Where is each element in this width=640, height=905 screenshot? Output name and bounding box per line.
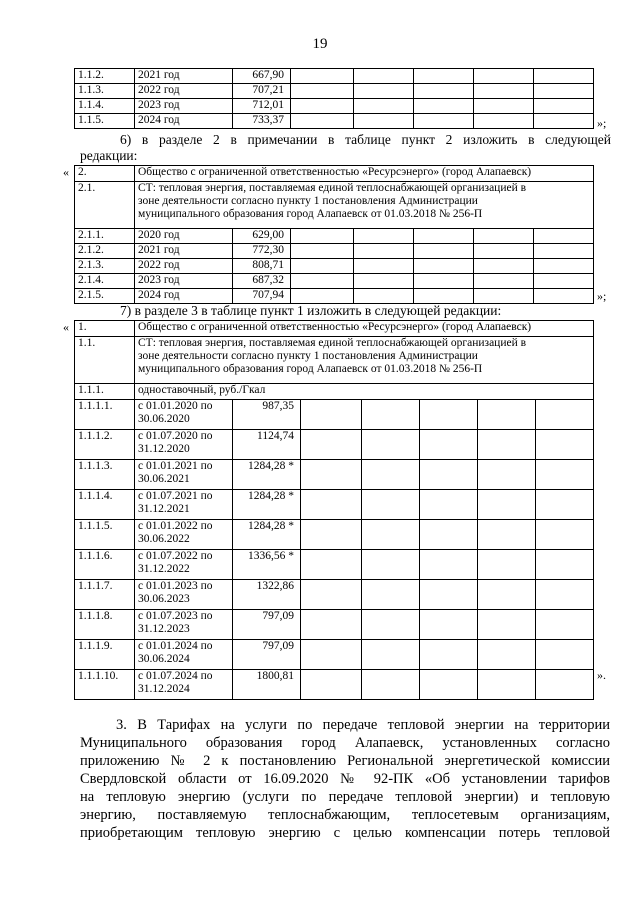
empty-cell bbox=[474, 84, 534, 99]
empty-cell bbox=[354, 84, 414, 99]
empty-cell bbox=[474, 244, 534, 259]
empty-cell bbox=[301, 490, 362, 520]
empty-cell bbox=[478, 550, 536, 580]
empty-cell bbox=[354, 99, 414, 114]
section-3-line-6: энергию, поставляемую теплоснабжающим, теплосетевым организациям, bbox=[80, 807, 610, 823]
table3-sub-line-1: СТ: тепловая энергия, поставляемая единой теплоснабжающей организацией в bbox=[138, 337, 527, 349]
empty-cell bbox=[478, 460, 536, 490]
table-row bbox=[75, 550, 594, 580]
empty-cell bbox=[474, 114, 534, 129]
period-start: с 01.01.2021 по bbox=[138, 460, 213, 472]
period-end: 31.12.2023 bbox=[138, 623, 190, 635]
empty-cell bbox=[420, 490, 478, 520]
tariff-table-3 bbox=[74, 320, 594, 700]
empty-cell bbox=[534, 289, 594, 304]
period-start: с 01.07.2021 по bbox=[138, 490, 213, 502]
empty-cell bbox=[301, 610, 362, 640]
period-start: с 01.07.2023 по bbox=[138, 610, 213, 622]
table3-header-row bbox=[75, 321, 594, 337]
empty-cell bbox=[474, 259, 534, 274]
table2-sub-line-1: СТ: тепловая энергия, поставляемая единой теплоснабжающей организацией в bbox=[138, 182, 527, 194]
period-start: с 01.07.2020 по bbox=[138, 430, 213, 442]
empty-cell bbox=[420, 670, 478, 700]
empty-cell bbox=[474, 99, 534, 114]
table2-header-num: 2. bbox=[75, 166, 135, 182]
empty-cell bbox=[301, 460, 362, 490]
period-end: 31.12.2021 bbox=[138, 503, 190, 515]
table3-close-mark: ». bbox=[597, 668, 606, 682]
empty-cell bbox=[301, 400, 362, 430]
empty-cell bbox=[420, 550, 478, 580]
empty-cell bbox=[362, 490, 420, 520]
empty-cell bbox=[301, 670, 362, 700]
table3-sub2-text: одноставочный, руб./Гкал bbox=[135, 384, 594, 400]
period-end: 30.06.2020 bbox=[138, 413, 190, 425]
empty-cell bbox=[414, 244, 474, 259]
empty-cell bbox=[291, 289, 354, 304]
period-start: с 01.07.2024 по bbox=[138, 670, 213, 682]
tariff-value-cell: 797,09 bbox=[233, 640, 301, 670]
empty-cell bbox=[536, 670, 594, 700]
row-number-cell: 1.1.2. bbox=[75, 69, 135, 84]
empty-cell bbox=[301, 580, 362, 610]
period-cell bbox=[135, 640, 233, 670]
empty-cell bbox=[536, 460, 594, 490]
empty-cell bbox=[478, 430, 536, 460]
section-3-line-1: 3. В Тарифах на услуги по передаче тепловой энергии на территории bbox=[116, 717, 610, 733]
empty-cell bbox=[536, 640, 594, 670]
empty-cell bbox=[536, 430, 594, 460]
empty-cell bbox=[474, 289, 534, 304]
empty-cell bbox=[291, 69, 354, 84]
row-number-cell: 1.1.1.6. bbox=[75, 550, 135, 580]
empty-cell bbox=[362, 580, 420, 610]
tariff-value-cell: 1800,81 bbox=[233, 670, 301, 700]
period-cell: 2022 год bbox=[135, 259, 233, 274]
table2-header-row bbox=[75, 166, 594, 182]
table-row bbox=[75, 114, 594, 129]
period-end: 30.06.2024 bbox=[138, 653, 190, 665]
tariff-table-2 bbox=[74, 165, 594, 304]
empty-cell bbox=[414, 69, 474, 84]
table2-subheader-row bbox=[75, 182, 594, 229]
empty-cell bbox=[414, 84, 474, 99]
tariff-value-cell: 797,09 bbox=[233, 610, 301, 640]
period-cell: 2022 год bbox=[135, 84, 233, 99]
empty-cell bbox=[362, 610, 420, 640]
period-end: 31.12.2024 bbox=[138, 683, 190, 695]
period-cell: 2021 год bbox=[135, 69, 233, 84]
empty-cell bbox=[536, 580, 594, 610]
period-cell: 2024 год bbox=[135, 289, 233, 304]
table-row bbox=[75, 610, 594, 640]
table3-sub2-num: 1.1.1. bbox=[75, 384, 135, 400]
empty-cell bbox=[420, 400, 478, 430]
table2-sub-line-3: муниципального образования город Алапаевск от 01.03.2018 № 256-П bbox=[138, 208, 483, 220]
table-row bbox=[75, 580, 594, 610]
empty-cell bbox=[420, 580, 478, 610]
tariff-value-cell: 712,01 bbox=[233, 99, 291, 114]
table-row bbox=[75, 460, 594, 490]
tariff-value-cell: 733,37 bbox=[233, 114, 291, 129]
table-row bbox=[75, 229, 594, 244]
empty-cell bbox=[354, 69, 414, 84]
empty-cell bbox=[420, 520, 478, 550]
empty-cell bbox=[354, 274, 414, 289]
empty-cell bbox=[534, 244, 594, 259]
period-end: 30.06.2023 bbox=[138, 593, 190, 605]
period-cell: 2020 год bbox=[135, 229, 233, 244]
table-row bbox=[75, 84, 594, 99]
tariff-value-cell: 1284,28 * bbox=[233, 520, 301, 550]
row-number-cell: 1.1.1.9. bbox=[75, 640, 135, 670]
table-row bbox=[75, 259, 594, 274]
table3-sub-text bbox=[135, 337, 594, 384]
table2-open-mark: « bbox=[63, 165, 69, 179]
row-number-cell: 1.1.1.10. bbox=[75, 670, 135, 700]
table-row bbox=[75, 430, 594, 460]
period-start: с 01.07.2022 по bbox=[138, 550, 213, 562]
section-3-line-7: приобретающим тепловую энергию с целью компенсации потерь тепловой bbox=[80, 825, 610, 841]
period-end: 31.12.2020 bbox=[138, 443, 190, 455]
row-number-cell: 1.1.4. bbox=[75, 99, 135, 114]
empty-cell bbox=[534, 229, 594, 244]
tariff-value-cell: 1284,28 * bbox=[233, 460, 301, 490]
page-number: 19 bbox=[312, 36, 328, 52]
row-number-cell: 1.1.1.7. bbox=[75, 580, 135, 610]
table-row bbox=[75, 289, 594, 304]
empty-cell bbox=[354, 289, 414, 304]
table-row bbox=[75, 400, 594, 430]
empty-cell bbox=[362, 430, 420, 460]
table-row bbox=[75, 274, 594, 289]
empty-cell bbox=[420, 640, 478, 670]
period-start: с 01.01.2023 по bbox=[138, 580, 213, 592]
table2-sub-line-2: зоне деятельности согласно пункту 1 постановления Администрации bbox=[138, 195, 478, 207]
period-cell bbox=[135, 670, 233, 700]
tariff-value-cell: 707,21 bbox=[233, 84, 291, 99]
empty-cell bbox=[354, 114, 414, 129]
table2-close-mark: »; bbox=[597, 289, 607, 303]
table3-header-text: Общество с ограниченной ответственностью «Ресурсэнерго» (город Алапаевск) bbox=[135, 321, 594, 337]
table3-open-mark: « bbox=[63, 320, 69, 334]
section-3-paragraph bbox=[80, 716, 610, 842]
row-number-cell: 2.1.3. bbox=[75, 259, 135, 274]
row-number-cell: 1.1.1.8. bbox=[75, 610, 135, 640]
table-row bbox=[75, 244, 594, 259]
row-number-cell: 2.1.2. bbox=[75, 244, 135, 259]
empty-cell bbox=[362, 550, 420, 580]
period-start: с 01.01.2024 по bbox=[138, 640, 213, 652]
period-cell bbox=[135, 550, 233, 580]
period-cell bbox=[135, 400, 233, 430]
period-cell bbox=[135, 460, 233, 490]
period-cell bbox=[135, 610, 233, 640]
empty-cell bbox=[362, 670, 420, 700]
empty-cell bbox=[474, 274, 534, 289]
empty-cell bbox=[414, 229, 474, 244]
empty-cell bbox=[291, 244, 354, 259]
period-cell bbox=[135, 490, 233, 520]
empty-cell bbox=[291, 84, 354, 99]
empty-cell bbox=[534, 274, 594, 289]
empty-cell bbox=[536, 400, 594, 430]
period-cell bbox=[135, 580, 233, 610]
empty-cell bbox=[420, 610, 478, 640]
empty-cell bbox=[478, 580, 536, 610]
empty-cell bbox=[534, 84, 594, 99]
empty-cell bbox=[478, 670, 536, 700]
table-row bbox=[75, 490, 594, 520]
period-start: с 01.01.2022 по bbox=[138, 520, 213, 532]
paragraph-7-line-1: 7) в разделе 3 в таблице пункт 1 изложить в следующей редакции: bbox=[120, 303, 502, 318]
empty-cell bbox=[362, 460, 420, 490]
empty-cell bbox=[536, 490, 594, 520]
empty-cell bbox=[301, 640, 362, 670]
row-number-cell: 1.1.3. bbox=[75, 84, 135, 99]
empty-cell bbox=[474, 69, 534, 84]
empty-cell bbox=[414, 274, 474, 289]
empty-cell bbox=[414, 114, 474, 129]
tariff-value-cell: 808,71 bbox=[233, 259, 291, 274]
row-number-cell: 1.1.1.3. bbox=[75, 460, 135, 490]
row-number-cell: 1.1.1.1. bbox=[75, 400, 135, 430]
tariff-value-cell: 1336,56 * bbox=[233, 550, 301, 580]
empty-cell bbox=[534, 259, 594, 274]
table3-sub-num: 1.1. bbox=[75, 337, 135, 384]
empty-cell bbox=[474, 229, 534, 244]
empty-cell bbox=[414, 259, 474, 274]
empty-cell bbox=[301, 550, 362, 580]
period-end: 30.06.2022 bbox=[138, 533, 190, 545]
empty-cell bbox=[362, 640, 420, 670]
empty-cell bbox=[301, 430, 362, 460]
section-3-line-4: Свердловской области от 16.09.2020 № 92-ПК «Об установлении тарифов bbox=[80, 771, 610, 787]
empty-cell bbox=[362, 400, 420, 430]
section-3-line-3: приложению № 2 к постановлению Региональной энергетической комиссии bbox=[80, 753, 610, 769]
tariff-value-cell: 629,00 bbox=[233, 229, 291, 244]
empty-cell bbox=[291, 99, 354, 114]
empty-cell bbox=[414, 289, 474, 304]
table-row bbox=[75, 640, 594, 670]
table-row bbox=[75, 69, 594, 84]
empty-cell bbox=[420, 460, 478, 490]
empty-cell bbox=[354, 259, 414, 274]
section-3-line-2: Муниципального образования город Алапаевск, установленных согласно bbox=[80, 735, 610, 751]
row-number-cell: 1.1.1.2. bbox=[75, 430, 135, 460]
table2-sub-num: 2.1. bbox=[75, 182, 135, 229]
table1-close-mark: »; bbox=[597, 116, 607, 130]
empty-cell bbox=[291, 259, 354, 274]
empty-cell bbox=[536, 610, 594, 640]
table-row bbox=[75, 99, 594, 114]
period-start: с 01.01.2020 по bbox=[138, 400, 213, 412]
table3-sub2-row bbox=[75, 384, 594, 400]
empty-cell bbox=[478, 640, 536, 670]
period-cell: 2024 год bbox=[135, 114, 233, 129]
tariff-table-1 bbox=[74, 68, 594, 129]
empty-cell bbox=[354, 229, 414, 244]
period-cell: 2023 год bbox=[135, 99, 233, 114]
empty-cell bbox=[354, 244, 414, 259]
table2-sub-text bbox=[135, 182, 594, 229]
empty-cell bbox=[534, 99, 594, 114]
row-number-cell: 2.1.5. bbox=[75, 289, 135, 304]
empty-cell bbox=[291, 229, 354, 244]
row-number-cell: 1.1.1.5. bbox=[75, 520, 135, 550]
empty-cell bbox=[291, 114, 354, 129]
tariff-value-cell: 1322,86 bbox=[233, 580, 301, 610]
empty-cell bbox=[420, 430, 478, 460]
row-number-cell: 2.1.1. bbox=[75, 229, 135, 244]
tariff-value-cell: 1124,74 bbox=[233, 430, 301, 460]
empty-cell bbox=[478, 400, 536, 430]
empty-cell bbox=[301, 520, 362, 550]
table3-sub-line-3: муниципального образования город Алапаевск от 01.03.2018 № 256-П bbox=[138, 363, 483, 375]
period-cell bbox=[135, 430, 233, 460]
tariff-value-cell: 772,30 bbox=[233, 244, 291, 259]
row-number-cell: 1.1.5. bbox=[75, 114, 135, 129]
period-cell: 2023 год bbox=[135, 274, 233, 289]
empty-cell bbox=[362, 520, 420, 550]
row-number-cell: 2.1.4. bbox=[75, 274, 135, 289]
period-end: 30.06.2021 bbox=[138, 473, 190, 485]
tariff-value-cell: 1284,28 * bbox=[233, 490, 301, 520]
tariff-value-cell: 667,90 bbox=[233, 69, 291, 84]
paragraph-6-line-1: 6) в разделе 2 в примечании в таблице пункт 2 изложить в следующей bbox=[120, 132, 611, 147]
empty-cell bbox=[478, 520, 536, 550]
table3-header-num: 1. bbox=[75, 321, 135, 337]
empty-cell bbox=[534, 114, 594, 129]
empty-cell bbox=[536, 550, 594, 580]
tariff-value-cell: 687,32 bbox=[233, 274, 291, 289]
table3-subheader-row bbox=[75, 337, 594, 384]
tariff-value-cell: 707,94 bbox=[233, 289, 291, 304]
empty-cell bbox=[536, 520, 594, 550]
empty-cell bbox=[291, 274, 354, 289]
period-end: 31.12.2022 bbox=[138, 563, 190, 575]
table2-header-text: Общество с ограниченной ответственностью «Ресурсэнерго» (город Алапаевск) bbox=[135, 166, 594, 182]
empty-cell bbox=[414, 99, 474, 114]
period-cell: 2021 год bbox=[135, 244, 233, 259]
period-cell bbox=[135, 520, 233, 550]
empty-cell bbox=[534, 69, 594, 84]
row-number-cell: 1.1.1.4. bbox=[75, 490, 135, 520]
table3-sub-line-2: зоне деятельности согласно пункту 1 постановления Администрации bbox=[138, 350, 478, 362]
table-row bbox=[75, 670, 594, 700]
empty-cell bbox=[478, 490, 536, 520]
tariff-value-cell: 987,35 bbox=[233, 400, 301, 430]
paragraph-6-line-2: редакции: bbox=[80, 148, 138, 163]
table-row bbox=[75, 520, 594, 550]
empty-cell bbox=[478, 610, 536, 640]
section-3-line-5: на тепловую энергию (услуги по передаче тепловой энергии) и тепловую bbox=[80, 789, 610, 805]
